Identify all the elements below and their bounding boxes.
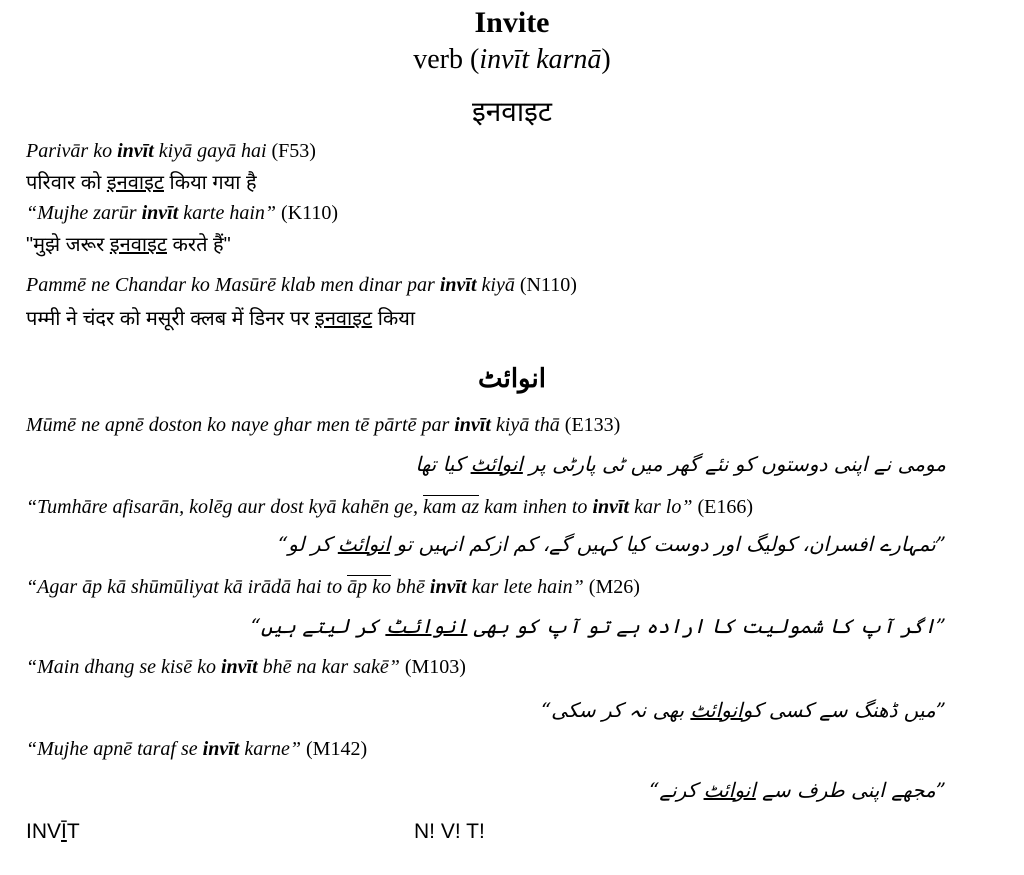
pos-prefix: verb (: [413, 44, 480, 75]
urdu-text: ”مجھے اپنی طرف سے: [755, 778, 946, 802]
roman-keyword: invīt: [141, 202, 179, 224]
urdu-example-1-roman: [26, 414, 620, 437]
pron-text: INV: [26, 820, 62, 843]
source-ref: (N110): [514, 274, 577, 296]
hindi-headword: इनवाइट: [472, 96, 552, 127]
urdu-example-5-roman: [26, 738, 367, 761]
hindi-example-3-roman: [26, 274, 577, 297]
urdu-keyword: انوائٹ: [385, 614, 468, 638]
urdu-text: کر لیتے ہیں“: [250, 614, 386, 638]
hindi-example-3-devanagari: [26, 304, 415, 331]
urdu-text: کیا تھا: [415, 452, 471, 476]
devanagari-keyword: इनवाइट: [109, 234, 167, 256]
roman-text: “Tumhāre afisarān, kolēg aur dost kyā kahēn ge,: [26, 496, 424, 518]
devanagari-text: पम्मी ने चंदर को मसूरी क्लब में डिनर पर: [26, 308, 316, 330]
roman-overlined-text: kam az: [423, 496, 480, 518]
devanagari-keyword: इनवाइट: [106, 172, 164, 194]
pos-suffix: ): [601, 44, 611, 75]
hindi-example-1-devanagari: [26, 168, 257, 195]
pronunciation-guide: N! V! T!: [414, 820, 485, 843]
roman-text: “Main dhang se kisē ko: [26, 656, 221, 678]
devanagari-text: किया: [372, 308, 416, 330]
source-ref: (M103): [399, 656, 466, 678]
urdu-text: کرنے“: [649, 778, 704, 802]
roman-text: kiyā: [476, 274, 515, 296]
roman-text: “Mujhe zarūr: [26, 202, 142, 224]
urdu-keyword: انوائٹ: [703, 778, 756, 802]
urdu-text: ”تمہارے افسران، کولیگ اور دوست کیا کہیں گے، کم ازکم انہیں تو: [390, 532, 946, 556]
urdu-text: ”اگر آپ کا شمولیت کا ارادہ ہے تو آپ کو بھی: [467, 614, 946, 638]
roman-text: kar lo”: [629, 496, 693, 518]
roman-text: “Agar āp kā shūmūliyat kā irādā hai to: [26, 576, 348, 598]
urdu-example-2-roman: [26, 496, 753, 519]
urdu-keyword: انوائٹ: [337, 532, 391, 556]
source-ref: (E133): [559, 414, 621, 436]
urdu-keyword: انوائٹ: [470, 452, 523, 476]
source-ref: (E166): [692, 496, 753, 518]
urdu-example-4-script: [541, 698, 946, 722]
source-ref: (F53): [266, 140, 316, 162]
roman-text: kiyā thā: [490, 414, 560, 436]
source-ref: (M26): [583, 576, 640, 598]
urdu-text: مومی نے اپنی دوستوں کو نئے گھر میں ٹی پارٹی پر: [522, 452, 946, 476]
devanagari-keyword: इनवाइट: [315, 308, 373, 330]
roman-text: “Mujhe apnē taraf se: [26, 738, 203, 760]
urdu-example-3-roman: [26, 576, 640, 599]
roman-text: kar lete hain”: [466, 576, 584, 598]
roman-keyword: invīt: [454, 414, 491, 436]
urdu-example-1-script: [415, 452, 946, 476]
roman-keyword: invīt: [117, 140, 154, 162]
pron-stressed: Ī: [61, 820, 67, 843]
roman-text: Parivār ko: [26, 140, 118, 162]
urdu-example-2-script: [278, 532, 946, 556]
roman-overlined-text: āp ko: [347, 576, 391, 598]
roman-text: Mūmē ne apnē doston ko naye ghar men tē pārtē par: [26, 414, 455, 436]
roman-text: Pammē ne Chandar ko Masūrē klab men dinar par: [26, 274, 440, 296]
devanagari-text: "मुझे जरूर: [26, 234, 110, 256]
roman-text: kiyā gayā hai: [153, 140, 267, 162]
devanagari-text: परिवार को: [26, 172, 107, 194]
urdu-keyword: انوائٹ: [690, 698, 743, 722]
roman-text: karne”: [239, 738, 301, 760]
hindi-example-1-roman: [26, 140, 316, 163]
urdu-text: بھی نہ کر سکی“: [540, 698, 691, 722]
urdu-headword: انوائٹ: [478, 364, 546, 394]
pronunciation-transliteration: [26, 820, 80, 844]
source-ref: (K110): [276, 202, 339, 224]
urdu-text: کر لو“: [277, 532, 338, 556]
roman-text: kam inhen to: [479, 496, 593, 518]
devanagari-text: किया गया है: [163, 172, 257, 194]
devanagari-text: करते हैं": [166, 234, 231, 256]
hindi-example-2-devanagari: [26, 230, 231, 257]
hindi-example-2-roman: [26, 202, 338, 225]
roman-keyword: invīt: [439, 274, 477, 296]
roman-text: bhē: [391, 576, 430, 598]
urdu-example-5-script: [649, 778, 946, 802]
roman-keyword: invīt: [220, 656, 258, 678]
urdu-text: ”میں ڈھنگ سے کسی کو: [742, 698, 946, 722]
urdu-example-4-roman: [26, 656, 466, 679]
urdu-example-3-script: [251, 614, 946, 638]
roman-keyword: invīt: [429, 576, 467, 598]
roman-keyword: invīt: [202, 738, 240, 760]
roman-text: bhē na kar sakē”: [257, 656, 400, 678]
roman-text: karte hain”: [178, 202, 277, 224]
pron-text: T: [66, 820, 80, 843]
pos-transliteration: invīt karnā: [479, 44, 602, 75]
part-of-speech: [0, 44, 1024, 76]
source-ref: (M142): [301, 738, 368, 760]
entry-title: Invite: [474, 6, 550, 39]
roman-keyword: invīt: [592, 496, 630, 518]
